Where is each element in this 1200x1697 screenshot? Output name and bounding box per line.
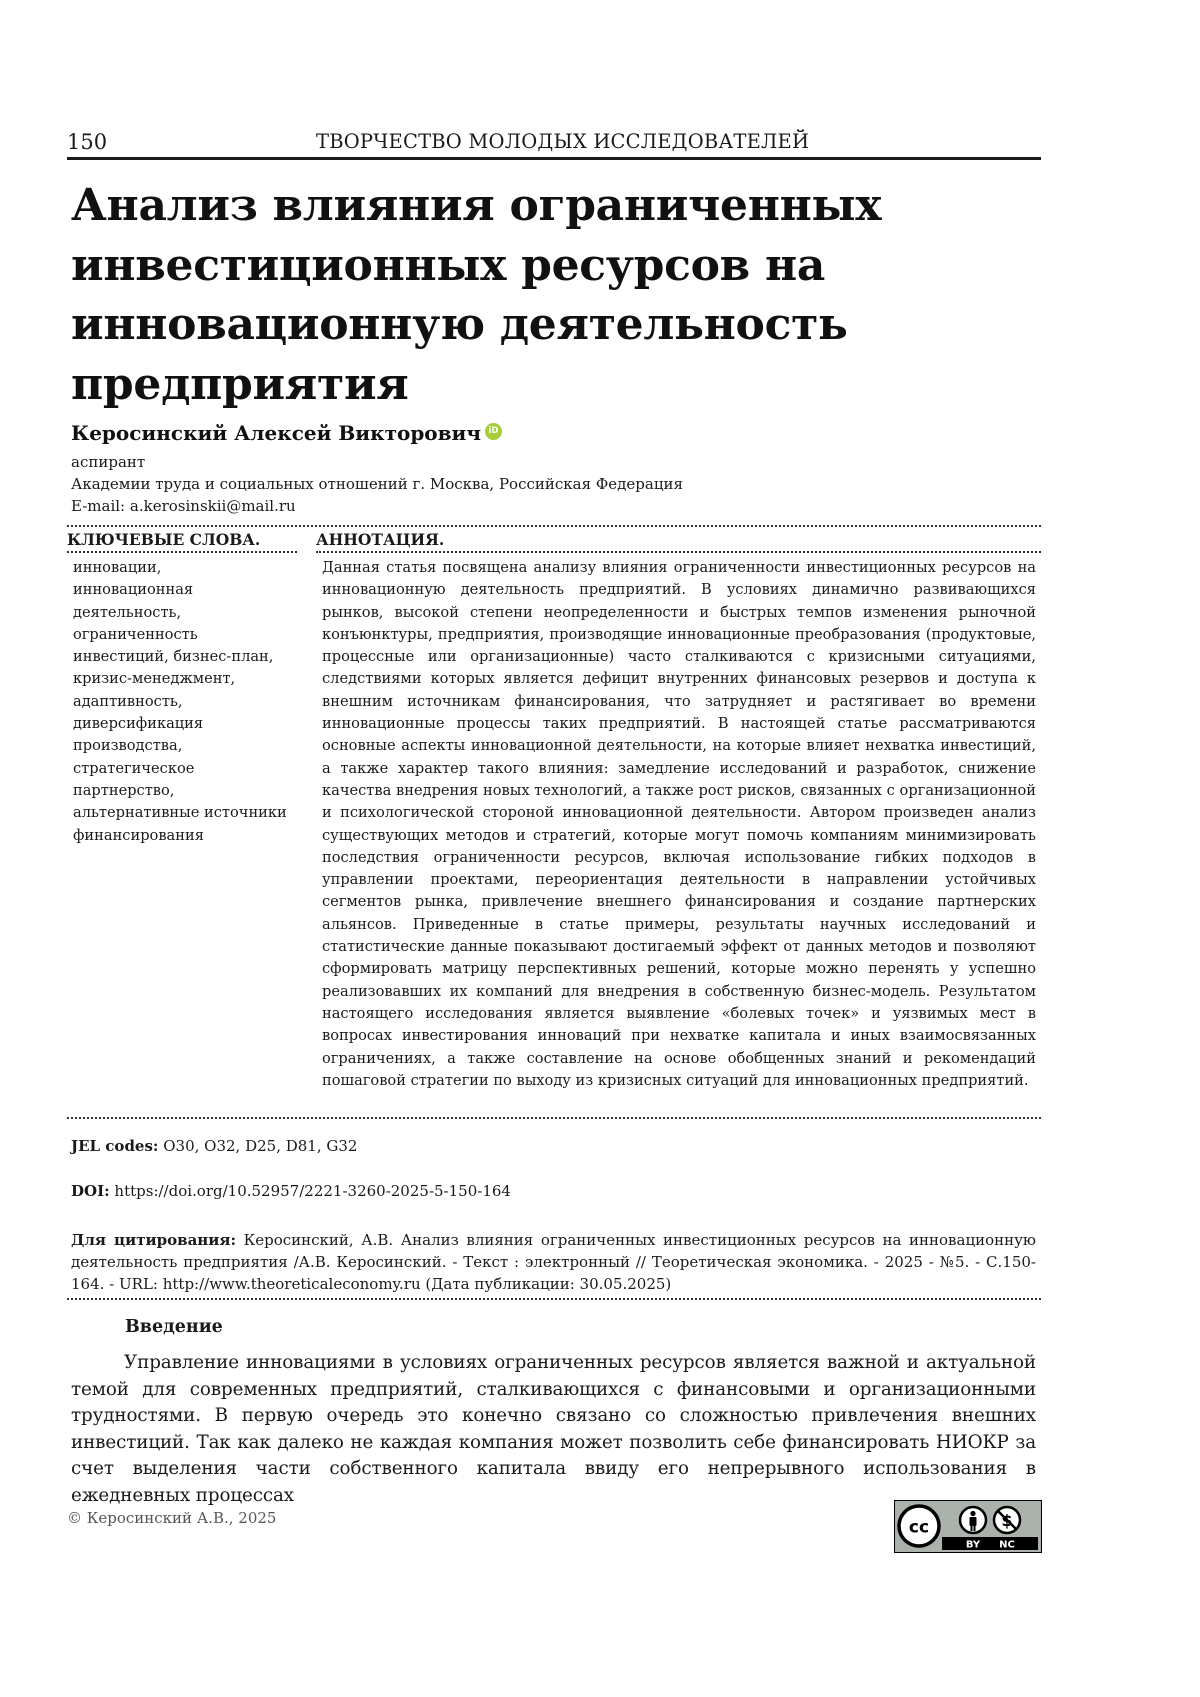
jel-value: O30, O32, D25, D81, G32 (163, 1137, 357, 1155)
dotted-separator (67, 1117, 1041, 1119)
author-email (71, 496, 296, 516)
title-line: инновационную деятельность (71, 295, 1051, 355)
keywords-heading: КЛЮЧЕВЫЕ СЛОВА. (67, 530, 260, 550)
keyword-line: кризис-менеджмент, (73, 668, 303, 690)
citation (71, 1229, 1036, 1295)
author-position: аспирант (71, 452, 145, 472)
keyword-line: инновационная (73, 579, 303, 601)
abstract-heading: АННОТАЦИЯ. (316, 530, 444, 550)
keyword-line: финансирования (73, 825, 303, 847)
keyword-line: производства, (73, 735, 303, 757)
copyright-notice: © Керосинский А.В., 2025 (67, 1508, 276, 1528)
doi-link[interactable]: https://doi.org/10.52957/2221-3260-2025-5-150-164 (114, 1182, 511, 1200)
cc-by-nc-icon[interactable] (894, 1500, 1042, 1553)
citation-label: Для цитирования: (71, 1231, 236, 1249)
keyword-line: деятельность, (73, 602, 303, 624)
keywords-list (73, 557, 303, 847)
keyword-line: ограниченность (73, 624, 303, 646)
author-organization: Академии труда и социальных отношений г. Москва, Российская Федерация (71, 474, 683, 494)
email-label: E-mail: (71, 497, 125, 515)
title-line: предприятия (71, 355, 1051, 415)
title-line: инвестиционных ресурсов на (71, 236, 1051, 296)
abstract-text: Данная статья посвящена анализу влияния ограниченности инвестиционных ресурсов на инновационную деятельность предприятий. В условиях динамично развивающихся рынков, высокой степени неопределенности и быстрых темпов изменения рыночной конъюнктуры, предприятия, производящие инновационные преобразования (продуктовые, процессные или организационные) часто сталкиваются с кризисными ситуациями, следствиями которых является дефицит внутренних финансовых резервов и доступа к внешним источникам финансирования, что затрудняет и растягивает во времени инновационные процессы таких предприятий. В настоящей статье рассматриваются основные аспекты инновационной деятельности, на которые влияет нехватка инвестиций, а также характер такого влияния: замедление исследований и разработок, снижение качества внедрения новых технологий, а также рост рисков, связанных с организационной и психологической стороной инновационной деятельности. Автором произведен анализ существующих методов и стратегий, которые могут помочь компаниям минимизировать последствия ограниченности ресурсов, включая использование гибких подходов в управлении проектами, переориентация деятельности в направлении устойчивых сегментов рынка, привлечение внешнего финансирования и создание партнерских альянсов. Приведенные в статье примеры, результаты научных исследований и статистические данные показывают достигаемый эффект от данных методов и позволяют сформировать матрицу перспективных решений, которые можно перенять у успешно реализовавших их компаний для внедрения в собственную бизнес-модель. Результатом настоящего исследования является выявление «болевых точек» и уязвимых мест в вопросах инвестирования инноваций при нехватке капитала и иных взаимосвязанных ограничениях, а также составление на основе обобщенных знаний и рекомендаций пошаговой стратегии по выходу из кризисных ситуаций для инновационных предприятий. (322, 557, 1036, 1092)
header-rule (67, 157, 1041, 160)
email-link[interactable]: a.kerosinskii@mail.ru (130, 497, 296, 515)
title-line: Анализ влияния ограниченных (71, 176, 1051, 236)
jel-label: JEL codes: (71, 1137, 158, 1155)
keyword-line: адаптивность, (73, 691, 303, 713)
keyword-line: диверсификация (73, 713, 303, 735)
jel-codes (71, 1135, 357, 1157)
running-header: ТВОРЧЕСТВО МОЛОДЫХ ИССЛЕДОВАТЕЛЕЙ (316, 128, 809, 156)
keywords-rule (67, 551, 297, 553)
citation-text: Керосинский, А.В. Анализ влияния ограниченных инвестиционных ресурсов на инновационную деятельность предприятия /А.В. Керосинский. - Текст : электронный // Теоретическая экономика. - 2025 - №5. - С.150-164. - URL: http://www.theoreticaleconomy.ru (Дата публикации: 30.05.2025) (71, 1231, 1036, 1293)
article-title (71, 176, 1051, 414)
orcid-icon[interactable]: iD (485, 423, 502, 440)
dotted-separator (67, 525, 1041, 527)
nc-label: NC (999, 1540, 1015, 1551)
body-paragraph: Управление инновациями в условиях ограниченных ресурсов является важной и актуальной темой для современных предприятий, сталкивающихся с финансовыми и организационными трудностями. В первую очередь это конечно связано со сложностью привлечения внешних инвестиций. Так как далеко не каждая компания может позволить себе финансировать НИОКР за счет выделения части собственного капитала ввиду его непрерывного использования в ежедневных процессах (71, 1350, 1036, 1510)
keyword-line: стратегическое (73, 758, 303, 780)
keyword-line: альтернативные источники (73, 802, 303, 824)
author-name: Керосинский Алексей Викторович (71, 419, 481, 447)
keyword-line: инновации, (73, 557, 303, 579)
cc-text: cc (909, 1518, 929, 1538)
keyword-line: партнерство, (73, 780, 303, 802)
dotted-separator (67, 1298, 1041, 1300)
abstract-rule (316, 551, 1041, 553)
section-heading-introduction: Введение (125, 1315, 223, 1339)
by-label: BY (966, 1540, 981, 1551)
doi (71, 1180, 511, 1202)
doi-label: DOI: (71, 1182, 110, 1200)
page-number: 150 (67, 128, 107, 156)
keyword-line: инвестиций, бизнес-план, (73, 646, 303, 668)
